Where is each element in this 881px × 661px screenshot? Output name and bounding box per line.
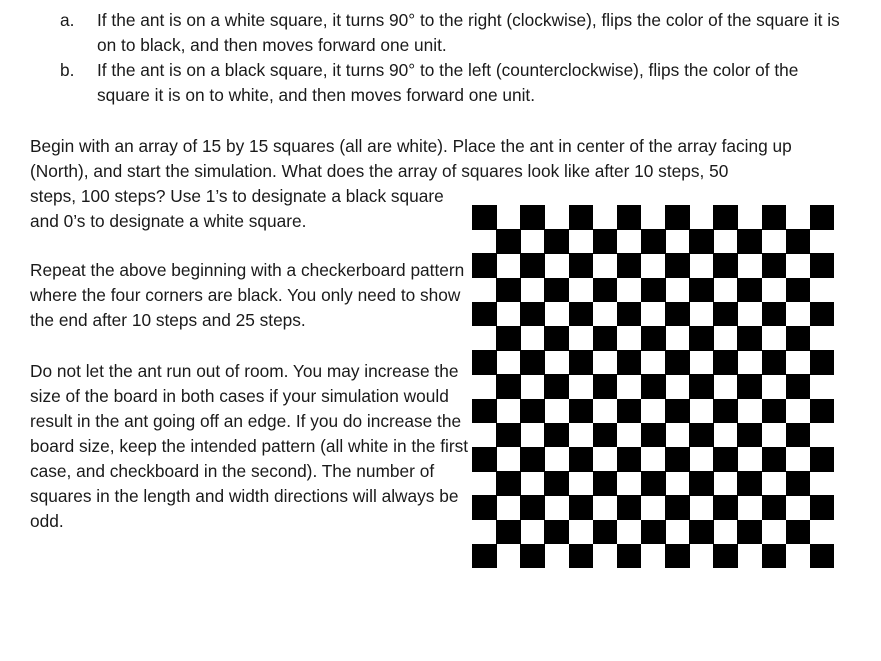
board-cell [569, 326, 594, 351]
board-cell [569, 399, 594, 424]
board-cell [617, 326, 642, 351]
board-cell [665, 302, 690, 327]
board-cell [641, 253, 666, 278]
board-cell [544, 495, 569, 520]
board-cell [810, 374, 835, 399]
board-cell [665, 471, 690, 496]
board-cell [544, 253, 569, 278]
board-cell [641, 423, 666, 448]
board-cell [496, 229, 521, 254]
board-cell [737, 302, 762, 327]
board-cell [786, 350, 811, 375]
board-cell [762, 520, 787, 545]
rules-list [60, 8, 850, 108]
board-cell [762, 447, 787, 472]
board-cell [544, 399, 569, 424]
board-cell [786, 495, 811, 520]
board-cell [737, 399, 762, 424]
board-cell [617, 350, 642, 375]
board-cell [641, 326, 666, 351]
board-cell [641, 205, 666, 230]
board-cell [496, 399, 521, 424]
board-cell [737, 423, 762, 448]
board-cell [520, 520, 545, 545]
board-cell [593, 544, 618, 569]
board-cell [472, 495, 497, 520]
rule-text-b: If the ant is on a black square, it turns 90° to the left (counterclockwise), flips the color of the square it is on to white, and then moves forward one unit. [97, 60, 799, 105]
board-cell [786, 302, 811, 327]
board-cell [520, 326, 545, 351]
checkerboard-image [472, 205, 834, 568]
board-cell [617, 471, 642, 496]
board-cell [520, 205, 545, 230]
board-cell [520, 399, 545, 424]
board-cell [786, 399, 811, 424]
board-cell [762, 278, 787, 303]
board-cell [713, 350, 738, 375]
board-cell [665, 544, 690, 569]
board-cell [472, 229, 497, 254]
board-cell [569, 544, 594, 569]
board-cell [665, 350, 690, 375]
board-cell [810, 495, 835, 520]
board-cell [593, 423, 618, 448]
board-cell [641, 399, 666, 424]
board-cell [569, 278, 594, 303]
board-cell [641, 374, 666, 399]
board-cell [762, 423, 787, 448]
board-cell [617, 399, 642, 424]
board-cell [762, 374, 787, 399]
board-cell [617, 447, 642, 472]
board-cell [569, 495, 594, 520]
board-cell [810, 520, 835, 545]
board-cell [810, 278, 835, 303]
board-cell [810, 423, 835, 448]
board-cell [786, 326, 811, 351]
board-cell [786, 205, 811, 230]
board-cell [786, 447, 811, 472]
board-cell [665, 205, 690, 230]
board-cell [737, 229, 762, 254]
board-cell [689, 399, 714, 424]
board-cell [593, 350, 618, 375]
board-cell [762, 229, 787, 254]
rule-text-a: If the ant is on a white square, it turns 90° to the right (clockwise), flips the color of the square it is on to black, and then moves forward one unit. [97, 10, 840, 55]
board-cell [544, 302, 569, 327]
board-cell [786, 423, 811, 448]
board-cell [544, 205, 569, 230]
board-cell [689, 520, 714, 545]
board-cell [617, 520, 642, 545]
board-cell [520, 544, 545, 569]
board-cell [472, 326, 497, 351]
board-cell [665, 520, 690, 545]
board-cell [737, 471, 762, 496]
paragraph-1-full-width: Begin with an array of 15 by 15 squares (all are white). Place the ant in center of the array facing up (North), and start the simulation. What does the array of squares look like after 10 steps, 50 [30, 136, 792, 181]
rule-marker-b: b. [60, 60, 75, 80]
board-cell [689, 495, 714, 520]
board-cell [689, 471, 714, 496]
board-cell [689, 229, 714, 254]
board-cell [520, 423, 545, 448]
board-cell [786, 229, 811, 254]
board-cell [641, 229, 666, 254]
board-cell [617, 423, 642, 448]
board-cell [496, 471, 521, 496]
board-cell [544, 350, 569, 375]
board-cell [713, 447, 738, 472]
board-cell [472, 423, 497, 448]
board-cell [617, 302, 642, 327]
board-cell [496, 350, 521, 375]
board-cell [593, 520, 618, 545]
board-cell [762, 471, 787, 496]
board-cell [472, 399, 497, 424]
paragraph-2: Repeat the above beginning with a checkerboard pattern where the four corners are black. You only need to show the end after 10 steps and 25 steps. [30, 260, 465, 330]
board-cell [569, 447, 594, 472]
board-cell [810, 471, 835, 496]
board-cell [713, 423, 738, 448]
board-cell [569, 374, 594, 399]
board-cell [520, 278, 545, 303]
board-cell [472, 520, 497, 545]
board-cell [665, 229, 690, 254]
board-cell [810, 326, 835, 351]
board-cell [713, 253, 738, 278]
board-cell [569, 350, 594, 375]
board-cell [569, 253, 594, 278]
board-cell [737, 326, 762, 351]
paragraph-3: Do not let the ant run out of room. You may increase the size of the board in both cases if your simulation would result in the ant going off an edge. If you do increase the board size, keep the intended pattern (all white in the first case, and checkboard in the second). The number of squares in the length and width directions will always be odd. [30, 361, 469, 531]
board-cell [472, 205, 497, 230]
board-cell [641, 495, 666, 520]
board-cell [762, 350, 787, 375]
board-cell [810, 205, 835, 230]
board-cell [713, 399, 738, 424]
board-cell [472, 253, 497, 278]
board-cell [737, 278, 762, 303]
board-cell [713, 229, 738, 254]
board-cell [665, 253, 690, 278]
board-cell [472, 471, 497, 496]
board-cell [665, 326, 690, 351]
board-cell [544, 326, 569, 351]
board-cell [496, 205, 521, 230]
board-cell [617, 278, 642, 303]
board-cell [737, 374, 762, 399]
board-cell [665, 278, 690, 303]
board-cell [810, 447, 835, 472]
board-cell [737, 205, 762, 230]
board-cell [762, 326, 787, 351]
board-cell [689, 278, 714, 303]
board-cell [762, 302, 787, 327]
board-cell [569, 205, 594, 230]
board-cell [544, 544, 569, 569]
board-cell [689, 374, 714, 399]
board-cell [762, 253, 787, 278]
board-cell [617, 205, 642, 230]
board-cell [520, 253, 545, 278]
board-cell [689, 447, 714, 472]
board-cell [737, 350, 762, 375]
board-cell [641, 350, 666, 375]
board-cell [689, 350, 714, 375]
board-cell [617, 544, 642, 569]
board-cell [810, 302, 835, 327]
board-cell [713, 495, 738, 520]
board-cell [520, 447, 545, 472]
board-cell [737, 253, 762, 278]
board-cell [496, 495, 521, 520]
board-cell [786, 544, 811, 569]
board-cell [810, 229, 835, 254]
board-cell [617, 253, 642, 278]
board-cell [569, 471, 594, 496]
board-cell [689, 423, 714, 448]
board-cell [641, 302, 666, 327]
board-cell [593, 374, 618, 399]
board-cell [496, 253, 521, 278]
board-cell [810, 350, 835, 375]
board-cell [737, 544, 762, 569]
board-cell [762, 544, 787, 569]
board-cell [713, 471, 738, 496]
board-cell [593, 253, 618, 278]
board-cell [496, 374, 521, 399]
board-cell [593, 278, 618, 303]
board-cell [737, 447, 762, 472]
board-cell [689, 253, 714, 278]
board-cell [689, 302, 714, 327]
board-cell [786, 520, 811, 545]
board-cell [520, 350, 545, 375]
board-cell [472, 302, 497, 327]
board-cell [641, 471, 666, 496]
board-cell [641, 278, 666, 303]
board-cell [737, 520, 762, 545]
board-cell [472, 447, 497, 472]
board-cell [762, 399, 787, 424]
board-cell [689, 544, 714, 569]
board-cell [544, 423, 569, 448]
board-cell [713, 278, 738, 303]
board-cell [713, 205, 738, 230]
board-cell [713, 302, 738, 327]
board-cell [496, 520, 521, 545]
board-cell [665, 447, 690, 472]
board-cell [593, 229, 618, 254]
board-cell [593, 495, 618, 520]
board-cell [786, 278, 811, 303]
board-cell [593, 326, 618, 351]
board-cell [544, 374, 569, 399]
board-cell [472, 278, 497, 303]
rule-item-a [60, 8, 850, 58]
board-cell [641, 447, 666, 472]
board-cell [713, 544, 738, 569]
board-cell [665, 399, 690, 424]
board-cell [544, 471, 569, 496]
board-cell [786, 374, 811, 399]
board-cell [569, 520, 594, 545]
board-cell [617, 374, 642, 399]
board-cell [737, 495, 762, 520]
board-cell [520, 302, 545, 327]
board-cell [665, 423, 690, 448]
board-cell [520, 495, 545, 520]
board-cell [810, 253, 835, 278]
board-cell [496, 447, 521, 472]
board-cell [762, 205, 787, 230]
board-cell [713, 326, 738, 351]
board-cell [689, 205, 714, 230]
board-cell [810, 544, 835, 569]
board-cell [617, 495, 642, 520]
board-cell [496, 326, 521, 351]
board-cell [520, 471, 545, 496]
board-cell [810, 399, 835, 424]
board-cell [520, 374, 545, 399]
board-cell [496, 544, 521, 569]
board-cell [472, 544, 497, 569]
board-cell [665, 495, 690, 520]
board-cell [544, 278, 569, 303]
board-cell [593, 471, 618, 496]
board-cell [520, 229, 545, 254]
board-cell [689, 326, 714, 351]
board-cell [593, 205, 618, 230]
board-cell [641, 520, 666, 545]
board-cell [786, 253, 811, 278]
board-cell [544, 229, 569, 254]
board-cell [544, 520, 569, 545]
board-cell [496, 423, 521, 448]
rule-marker-a: a. [60, 10, 75, 30]
board-cell [641, 544, 666, 569]
board-cell [713, 520, 738, 545]
board-cell [762, 495, 787, 520]
board-cell [496, 302, 521, 327]
board-cell [472, 374, 497, 399]
paragraph-1-wrapped: steps, 100 steps? Use 1’s to designate a black square and 0’s to designate a white square. [30, 186, 444, 231]
board-cell [544, 447, 569, 472]
board-cell [617, 229, 642, 254]
board-cell [593, 399, 618, 424]
board-cell [569, 423, 594, 448]
board-cell [593, 302, 618, 327]
board-cell [569, 229, 594, 254]
board-cell [496, 278, 521, 303]
rule-item-b [60, 58, 850, 108]
board-cell [593, 447, 618, 472]
board-cell [786, 471, 811, 496]
board-cell [665, 374, 690, 399]
board-cell [472, 350, 497, 375]
board-cell [713, 374, 738, 399]
board-cell [569, 302, 594, 327]
